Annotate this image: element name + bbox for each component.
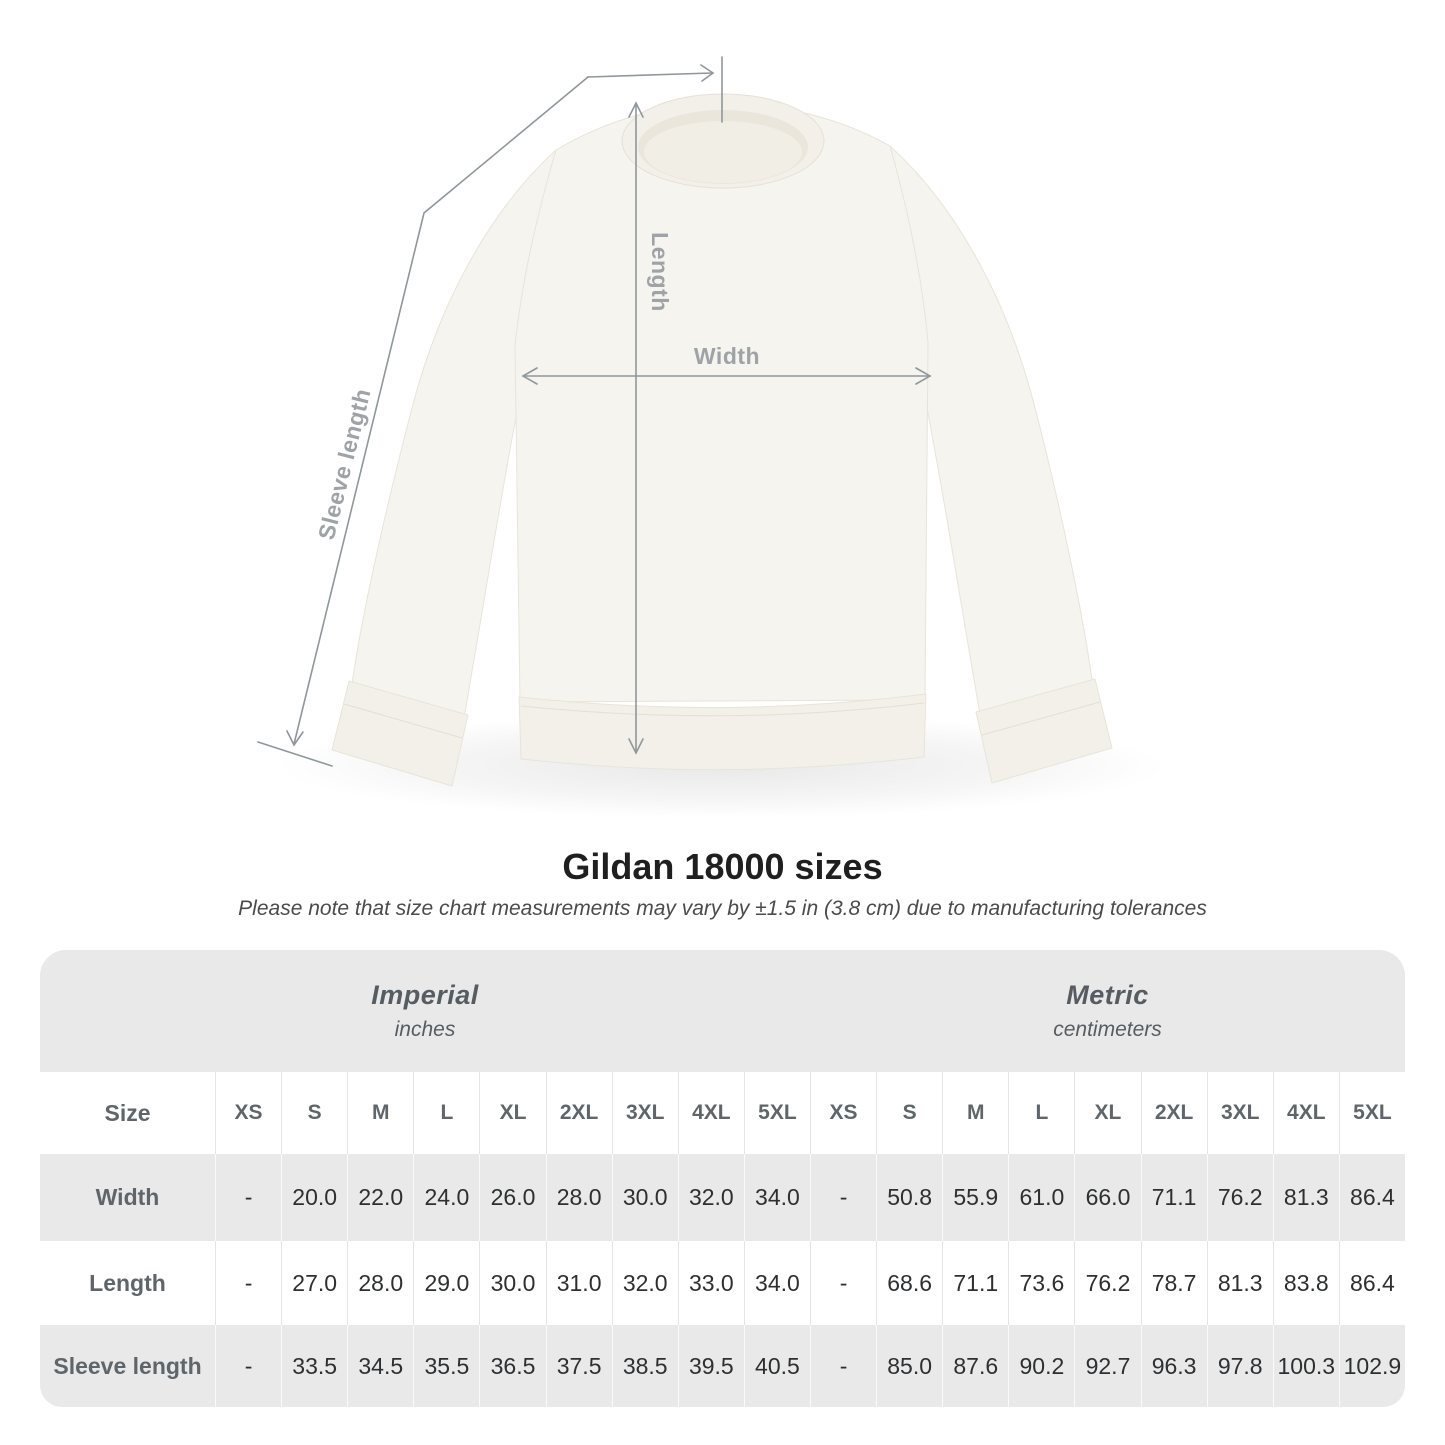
table-cell: 83.8 <box>1273 1241 1339 1325</box>
table-cell: 38.5 <box>612 1325 678 1407</box>
size-row-label: Size <box>104 1099 151 1126</box>
size-col-header: XL <box>1074 1072 1140 1154</box>
table-cell: 27.0 <box>281 1241 347 1325</box>
sleeve-length-row <box>40 1325 1405 1407</box>
table-cell: 61.0 <box>1008 1154 1074 1241</box>
imperial-header <box>40 950 810 1072</box>
table-cell: 86.4 <box>1339 1241 1405 1325</box>
table-cell: 71.1 <box>1141 1154 1207 1241</box>
table-cell: 76.2 <box>1207 1154 1273 1241</box>
metric-header <box>810 950 1405 1072</box>
table-cell: 37.5 <box>546 1325 612 1407</box>
imperial-title: Imperial <box>371 980 479 1010</box>
table-cell: - <box>810 1325 876 1407</box>
table-cell: 32.0 <box>612 1241 678 1325</box>
table-cell: 102.9 <box>1339 1325 1405 1407</box>
table-cell: 28.0 <box>546 1154 612 1241</box>
row-label: Width <box>95 1184 160 1210</box>
size-col-header: S <box>876 1072 942 1154</box>
size-col-header: XS <box>215 1072 281 1154</box>
table-cell: 34.0 <box>744 1241 810 1325</box>
size-col-header: 3XL <box>612 1072 678 1154</box>
table-cell: 50.8 <box>876 1154 942 1241</box>
size-row <box>40 1072 1405 1154</box>
table-cell: 35.5 <box>413 1325 479 1407</box>
table-cell: 90.2 <box>1008 1325 1074 1407</box>
table-cell: 30.0 <box>612 1154 678 1241</box>
table-cell: 31.0 <box>546 1241 612 1325</box>
size-col-header: L <box>413 1072 479 1154</box>
length-label: Length <box>647 232 673 312</box>
table-cell: - <box>215 1154 281 1241</box>
table-cell: 29.0 <box>413 1241 479 1325</box>
table-cell: 34.0 <box>744 1154 810 1241</box>
table-cell: 68.6 <box>876 1241 942 1325</box>
body-panel <box>515 104 928 702</box>
page-title: Gildan 18000 sizes <box>562 846 883 887</box>
size-col-header: M <box>942 1072 1008 1154</box>
table-cell: 73.6 <box>1008 1241 1074 1325</box>
size-col-header: 2XL <box>1141 1072 1207 1154</box>
table-cell: 100.3 <box>1273 1325 1339 1407</box>
length-row <box>40 1241 1405 1325</box>
table-cell: 39.5 <box>678 1325 744 1407</box>
table-cell: 81.3 <box>1207 1241 1273 1325</box>
size-col-header: 5XL <box>744 1072 810 1154</box>
width-label: Width <box>693 343 761 369</box>
size-col-header: XS <box>810 1072 876 1154</box>
size-col-header: 2XL <box>546 1072 612 1154</box>
sweatshirt-image <box>332 94 1112 786</box>
table-cell: 78.7 <box>1141 1241 1207 1325</box>
sleeve-length-label: Sleeve length <box>312 385 376 543</box>
row-label: Length <box>89 1269 166 1296</box>
table-cell: 20.0 <box>281 1154 347 1241</box>
table-cell: 40.5 <box>744 1325 810 1407</box>
table-cell: 33.5 <box>281 1325 347 1407</box>
table-cell: 30.0 <box>479 1241 545 1325</box>
table-cell: - <box>215 1325 281 1407</box>
size-col-header: M <box>347 1072 413 1154</box>
size-col-header: L <box>1008 1072 1074 1154</box>
table-cell: 28.0 <box>347 1241 413 1325</box>
width-row <box>40 1154 1405 1241</box>
size-col-header: XL <box>479 1072 545 1154</box>
table-cell: 22.0 <box>347 1154 413 1241</box>
metric-unit: centimeters <box>1053 1018 1162 1041</box>
collar-inside <box>644 121 802 183</box>
table-cell: 36.5 <box>479 1325 545 1407</box>
table-cell: 24.0 <box>413 1154 479 1241</box>
table-cell: 32.0 <box>678 1154 744 1241</box>
table-cell: 96.3 <box>1141 1325 1207 1407</box>
tolerance-note: Please note that size chart measurements may vary by ±1.5 in (3.8 cm) due to manufacturing tolerances <box>238 897 1207 920</box>
waistband <box>519 694 926 770</box>
size-col-header: 4XL <box>678 1072 744 1154</box>
size-col-header: 3XL <box>1207 1072 1273 1154</box>
table-cell: 92.7 <box>1074 1325 1140 1407</box>
shoulder-reference-line <box>588 73 712 77</box>
table-cell: 26.0 <box>479 1154 545 1241</box>
table-cell: 81.3 <box>1273 1154 1339 1241</box>
size-table <box>40 950 1405 1407</box>
table-cell: - <box>810 1154 876 1241</box>
table-cell: - <box>215 1241 281 1325</box>
table-cell: - <box>810 1241 876 1325</box>
table-header-band <box>40 950 1405 1072</box>
size-col-header: S <box>281 1072 347 1154</box>
table-cell: 85.0 <box>876 1325 942 1407</box>
table-cell: 55.9 <box>942 1154 1008 1241</box>
table-cell: 97.8 <box>1207 1325 1273 1407</box>
imperial-unit: inches <box>394 1018 456 1041</box>
table-cell: 34.5 <box>347 1325 413 1407</box>
metric-title: Metric <box>1066 980 1149 1010</box>
table-cell: 33.0 <box>678 1241 744 1325</box>
table-cell: 76.2 <box>1074 1241 1140 1325</box>
table-cell: 66.0 <box>1074 1154 1140 1241</box>
size-col-header: 5XL <box>1339 1072 1405 1154</box>
table-cell: 71.1 <box>942 1241 1008 1325</box>
table-cell: 86.4 <box>1339 1154 1405 1241</box>
size-col-header: 4XL <box>1273 1072 1339 1154</box>
table-cell: 87.6 <box>942 1325 1008 1407</box>
row-label: Sleeve length <box>53 1352 202 1379</box>
